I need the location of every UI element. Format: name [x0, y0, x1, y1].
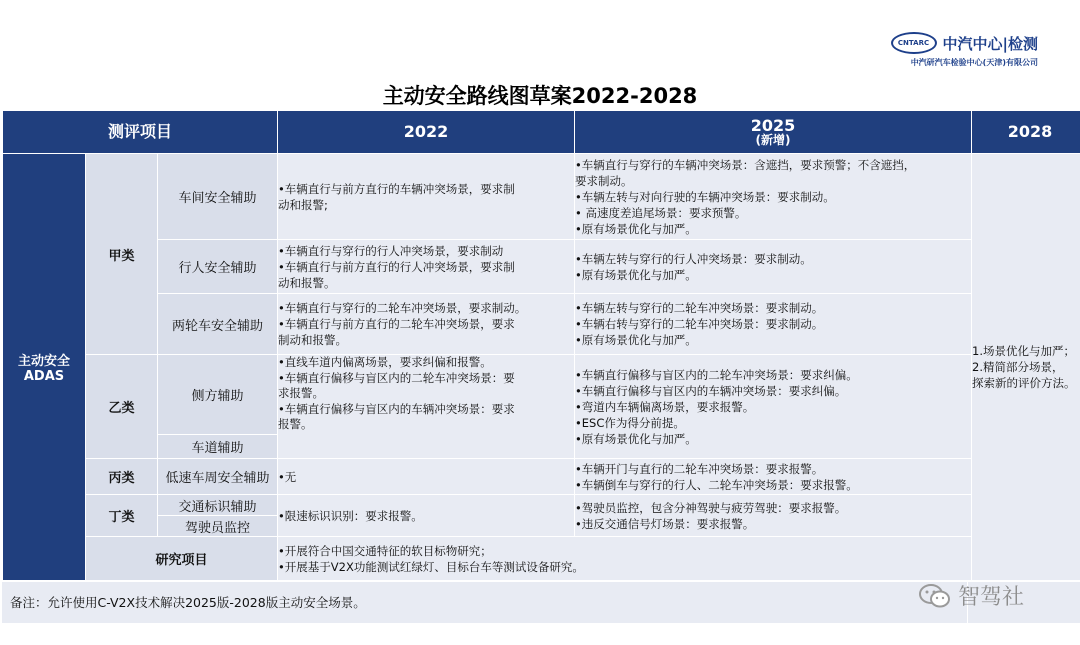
wechat-icon: [918, 582, 952, 610]
cell-2025-pedestrian: [575, 240, 972, 294]
research-content: [278, 537, 972, 581]
research-label: 研究项目: [86, 537, 278, 581]
watermark: [918, 580, 1024, 611]
header-2025: [575, 111, 972, 154]
text-line: •车辆左转与对向行驶的车辆冲突场景：要求制动。: [575, 189, 835, 204]
cell-2028-plan: [972, 154, 1080, 581]
text-line: •原有场景优化与加严。: [575, 431, 697, 446]
text-line: 动和报警。: [278, 275, 336, 290]
cell-2022-yi: [278, 355, 575, 459]
text-line: •车辆右转与穿行的二轮车冲突场景：要求制动。: [575, 317, 824, 331]
item-vehicle-safety: 车间安全辅助: [158, 154, 278, 240]
header-2025-year: 2025: [750, 115, 796, 135]
text-line: • 高速度差追尾场景：要求预警。: [575, 205, 747, 220]
logo-name: 中汽中心|检测: [942, 34, 1038, 53]
brand-logo: [863, 32, 1038, 74]
footnote: 备注：允许使用C-V2X技术解决2025版-2028版主动安全场景。: [2, 582, 967, 623]
text-line: •开展基于V2X功能测试红绿灯、目标台车等测试设备研究。: [278, 559, 584, 574]
text-line: •限速标识识别：要求报警。: [278, 508, 423, 523]
text-line: •无: [278, 469, 297, 484]
category-line2: ADAS: [23, 369, 65, 384]
item-pedestrian-safety: 行人安全辅助: [158, 240, 278, 294]
item-two-wheeler-safety: 两轮车安全辅助: [158, 294, 278, 355]
text-line: 探索新的评价方法。: [972, 376, 1076, 390]
text-line: 要求制动。: [575, 173, 633, 188]
cell-2022-two-wheeler: [278, 294, 575, 355]
cell-2025-yi: [575, 355, 972, 459]
group-ding: 丁类: [86, 495, 158, 537]
item-side-assist: 侧方辅助: [158, 355, 278, 435]
cell-2022-vehicle: [278, 154, 575, 240]
page-title: 主动安全路线图草案2022-2028: [382, 84, 698, 108]
item-lane-assist: 车道辅助: [158, 435, 278, 459]
text-line: •原有场景优化与加严。: [575, 221, 697, 236]
logo-subtitle: 中汽研汽车检验中心(天津)有限公司: [910, 58, 1038, 67]
text-line: •车辆直行偏移与盲区内的二轮车冲突场景：要: [278, 370, 515, 385]
text-line: •原有场景优化与加严。: [575, 333, 697, 347]
text-line: •违反交通信号灯场景：要求报警。: [575, 516, 755, 531]
text-line: •车辆直行偏移与盲区内的二轮车冲突场景：要求纠偏。: [575, 367, 858, 382]
text-line: •车辆直行与前方直行的行人冲突场景，要求制: [278, 259, 515, 274]
header-eval-items: 测评项目: [3, 111, 278, 154]
cell-2022-ding: [278, 495, 575, 537]
text-line: •车辆直行偏移与盲区内的车辆冲突场景：要求: [278, 401, 515, 416]
header-2028: 2028: [972, 111, 1080, 154]
text-line: •直线车道内偏离场景，要求纠偏和报警。: [278, 355, 492, 369]
text-line: •开展符合中国交通特征的软目标物研究；: [278, 543, 492, 558]
category-line1: 主动安全: [17, 354, 70, 369]
category-active-safety: [3, 154, 86, 581]
cell-2025-low-speed: [575, 459, 972, 495]
item-driver-monitor: 驾驶员监控: [158, 516, 278, 537]
text-line: 动和报警;: [278, 197, 328, 212]
text-line: •原有场景优化与加严。: [575, 267, 697, 282]
cell-2025-two-wheeler: [575, 294, 972, 355]
text-line: •ESC作为得分前提。: [575, 415, 685, 430]
group-yi: 乙类: [86, 355, 158, 459]
text-line: 求报警。: [278, 386, 324, 400]
item-low-speed-safety: 低速车周安全辅助: [158, 459, 278, 495]
text-line: 报警。: [278, 417, 313, 431]
text-line: •车辆直行与前方直行的二轮车冲突场景，要求: [278, 317, 515, 331]
text-line: •车辆直行与前方直行的车辆冲突场景，要求制: [278, 181, 515, 196]
text-line: •车辆左转与穿行的二轮车冲突场景：要求制动。: [575, 301, 824, 315]
group-bing: 丙类: [86, 459, 158, 495]
text-line: •驾驶员监控，包含分神驾驶与疲劳驾驶：要求报警。: [575, 500, 847, 515]
text-line: •车辆倒车与穿行的行人、二轮车冲突场景：要求报警。: [575, 477, 858, 492]
header-2022: 2022: [278, 111, 575, 154]
text-line: •弯道内车辆偏离场景，要求报警。: [575, 399, 755, 414]
text-line: •车辆直行与穿行的行人冲突场景，要求制动: [278, 243, 504, 258]
text-line: 制动和报警。: [278, 333, 347, 347]
group-jia: 甲类: [86, 154, 158, 355]
text-line: 2.精简部分场景，: [972, 360, 1064, 374]
logo-mark: CNTARC: [891, 32, 937, 54]
cell-2025-ding: [575, 495, 972, 537]
text-line: •车辆左转与穿行的行人冲突场景：要求制动。: [575, 251, 812, 266]
text-line: •车辆直行与穿行的车辆冲突场景：含遮挡，要求预警；不含遮挡，: [575, 157, 916, 172]
cell-2022-pedestrian: [278, 240, 575, 294]
text-line: •车辆直行与穿行的二轮车冲突场景，要求制动。: [278, 301, 527, 315]
text-line: 1.场景优化与加严；: [972, 344, 1075, 358]
item-traffic-sign: 交通标识辅助: [158, 495, 278, 516]
roadmap-table: [2, 110, 1080, 581]
text-line: •车辆开门与直行的二轮车冲突场景：要求报警。: [575, 461, 824, 476]
cell-2022-low-speed: [278, 459, 575, 495]
text-line: •车辆直行偏移与盲区内的车辆冲突场景：要求纠偏。: [575, 383, 847, 398]
watermark-text: 智驾社: [958, 585, 1025, 610]
cell-2025-vehicle: [575, 154, 972, 240]
header-2025-new: (新增): [755, 132, 791, 147]
